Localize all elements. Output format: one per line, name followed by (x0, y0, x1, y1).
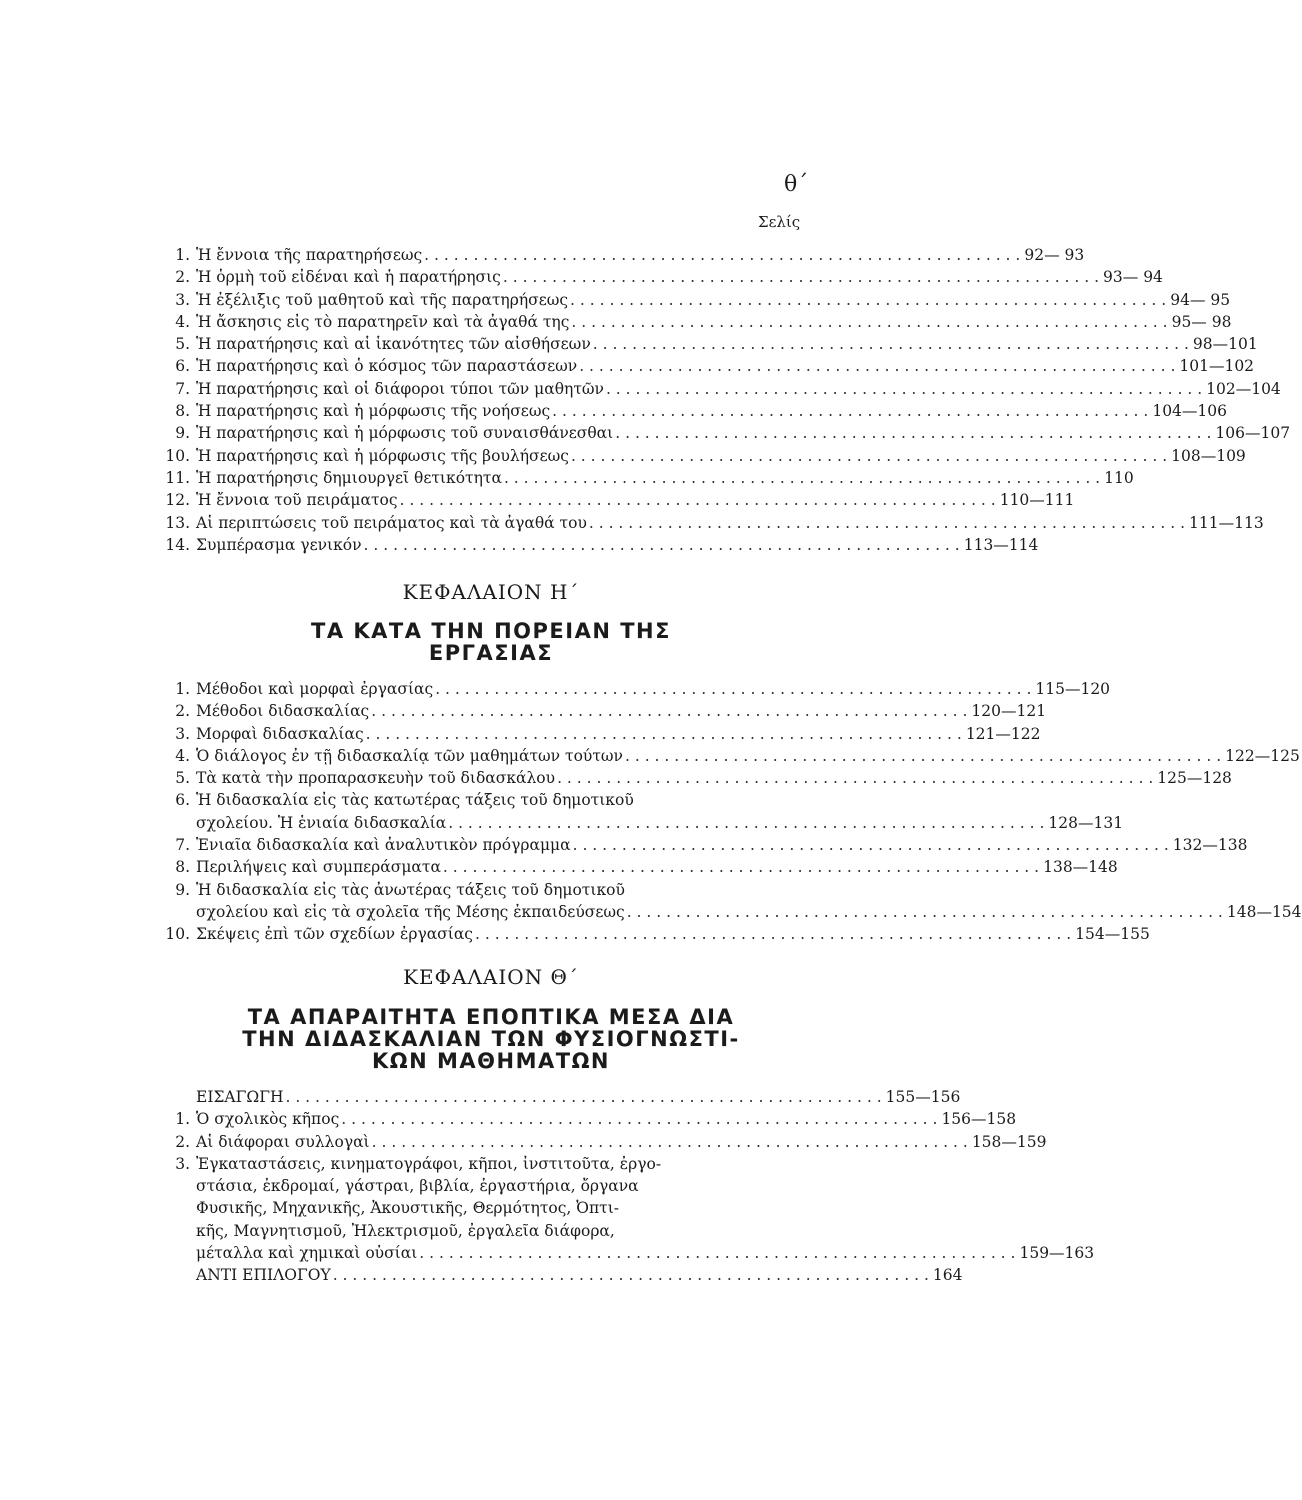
toc-entry-continuation (160, 1197, 820, 1219)
toc-leader-dots (364, 723, 964, 745)
chapter-h-label: ΚΕΦΑΛΑΙΟΝ Η΄ (402, 580, 580, 604)
toc-leader-dots (370, 1131, 970, 1153)
toc-entry-pages: 159—163 (1019, 1244, 1095, 1263)
toc-leader-dots (550, 400, 1150, 422)
toc-entry-pages: 120—121 (971, 702, 1047, 721)
toc-entry-pages: 102—104 (1206, 379, 1281, 398)
toc-entry (160, 700, 1047, 722)
toc-leader-dots (422, 244, 1022, 266)
toc-entry-number: 10. (165, 925, 190, 944)
toc-entry-number: 6. (175, 357, 190, 376)
toc-leader-dots (568, 289, 1168, 311)
toc-leader-dots (555, 767, 1155, 789)
toc-entry-pages: 125—128 (1157, 769, 1232, 788)
toc-entry (160, 467, 1134, 489)
toc-leader-dots (502, 467, 1102, 489)
page-column-label: Σελίς (758, 213, 801, 231)
toc-entry-pages: 108—109 (1171, 446, 1246, 465)
toc-entry (160, 400, 1227, 422)
toc-entry-pages: 128—131 (1048, 813, 1124, 832)
toc-entry-pages: 155—156 (885, 1088, 961, 1106)
toc-entry-pages: 158—159 (971, 1132, 1047, 1151)
toc-entry-number: 9. (175, 424, 190, 443)
toc-leader-dots (623, 745, 1223, 767)
toc-leader-dots (283, 1086, 883, 1108)
toc-leader-dots (339, 1108, 939, 1130)
toc-entry-pages: 111—113 (1189, 513, 1264, 532)
toc-entry-title: σχολείου. Ἡ ἑνιαία διδασκαλία (196, 813, 447, 832)
toc-leader-dots (569, 445, 1169, 467)
toc-entry (160, 1108, 1017, 1130)
toc-entry (160, 244, 1085, 266)
toc-entry-pages: 94— 95 (1170, 290, 1231, 309)
toc-entry (160, 445, 1246, 467)
toc-leader-dots (331, 1264, 931, 1286)
toc-entry-pages: 110 (1104, 468, 1134, 487)
toc-entry-pages: 101—102 (1179, 357, 1255, 376)
toc-entry-pages: 148—154 (1226, 902, 1302, 921)
toc-entry-title: Φυσικῆς, Μηχανικῆς, Ἀκουστικῆς, Θερμότητος, Ὀπτι- (196, 1199, 620, 1218)
toc-entry-title: Αἱ διάφοραι συλλογαὶ (196, 1132, 370, 1151)
toc-entry-pages: 104—106 (1152, 402, 1227, 421)
toc-entry-number: 4. (175, 746, 190, 765)
toc-entry (160, 422, 1291, 444)
toc-chapter-h (160, 678, 1302, 946)
toc-entry-number: 1. (175, 1110, 190, 1129)
toc-entry (160, 355, 1255, 377)
toc-entry-number: 3. (175, 724, 190, 743)
toc-entry-number: 2. (175, 702, 190, 721)
toc-entry (160, 1153, 820, 1175)
toc-entry-title: σχολείου καὶ εἰς τὰ σχολεῖα τῆς Μέσης ἐκπαιδεύσεως (196, 902, 625, 921)
toc-entry-number: 5. (175, 335, 190, 354)
chapter-h-title-line-2: ΕΡΓΑΣΙΑΣ (428, 641, 554, 665)
toc-entry-pages: 156—158 (941, 1110, 1017, 1129)
toc-entry-number: 2. (175, 1132, 190, 1151)
toc-entry-pages: 93— 94 (1103, 268, 1163, 287)
toc-leader-dots (446, 812, 1046, 834)
toc-entry-title: Αἱ περιπτώσεις τοῦ πειράματος καὶ τὰ ἀγαθά του (196, 513, 587, 532)
toc-leader-dots (587, 512, 1187, 534)
toc-entry-number: 3. (175, 1154, 190, 1173)
toc-entry-continuation (160, 901, 1302, 923)
toc-entry (160, 879, 820, 901)
toc-entry-continuation (160, 1175, 820, 1197)
toc-leader-dots (369, 700, 969, 722)
toc-entry-title: Ἐγκαταστάσεις, κινηματογράφοι, κῆποι, ἰνστιτοῦτα, ἐργο- (196, 1154, 662, 1173)
toc-entry (160, 678, 1111, 700)
toc-entry (160, 923, 1150, 945)
toc-entry-number: 1. (175, 680, 190, 698)
toc-entry-title: Ἡ παρατήρησις καὶ αἱ ἱκανότητες τῶν αἰσθήσεων (196, 335, 591, 354)
toc-entry (160, 767, 1232, 789)
toc-entry-pages: 106—107 (1215, 424, 1291, 443)
toc-entry-pages: 154—155 (1075, 925, 1150, 944)
chapter-th-title-line-3: ΚΩΝ ΜΑΘΗΜΑΤΩΝ (372, 1049, 610, 1073)
toc-entry-pages: 138—148 (1043, 858, 1118, 877)
toc-entry-title: Ἡ διδασκαλία εἰς τὰς ἀνωτέρας τάξεις τοῦ δημοτικοῦ (196, 880, 625, 899)
toc-entry-number: 7. (175, 379, 190, 398)
toc-leader-dots (441, 856, 1041, 878)
toc-entry-number: 8. (175, 858, 190, 877)
page-number: θ΄ (784, 172, 809, 197)
chapter-th-title (0, 1006, 982, 1072)
toc-entry (160, 289, 1231, 311)
toc-entry (160, 266, 1163, 288)
toc-leader-dots (417, 1242, 1017, 1264)
toc-entry (160, 789, 820, 811)
toc-entry-number: 9. (175, 880, 190, 899)
toc-leader-dots (591, 333, 1191, 355)
toc-entry-title: Σκέψεις ἐπὶ τῶν σχεδίων ἐργασίας (196, 925, 473, 944)
toc-entry-number: 5. (175, 769, 190, 788)
toc-entry (160, 1131, 1047, 1153)
toc-leader-dots (569, 311, 1169, 333)
toc-leader-dots (613, 422, 1213, 444)
chapter-h-title (0, 620, 982, 664)
toc-entry-pages: 110—111 (999, 491, 1075, 510)
toc-entry-introduction (160, 1086, 961, 1108)
toc-leader-dots (433, 678, 1033, 700)
toc-entry-title: Μορφαὶ διδασκαλίας (196, 724, 364, 743)
chapter-h-title-line-1: ΤΑ ΚΑΤΑ ΤΗΝ ΠΟΡΕΙΑΝ ΤΗΣ (311, 619, 671, 643)
toc-entry (160, 333, 1258, 355)
toc-entry-number: 12. (165, 491, 190, 510)
toc-chapter-th (160, 1086, 1095, 1287)
toc-leader-dots (577, 355, 1177, 377)
toc-entry-title: στάσια, ἐκδρομαί, γάστραι, βιβλία, ἐργαστήρια, ὄργανα (196, 1177, 639, 1196)
toc-entry (160, 512, 1264, 534)
toc-entry-title: Ἡ παρατήρησις καὶ ὁ κόσμος τῶν παραστάσεων (196, 357, 578, 376)
toc-entry-continuation (160, 1220, 820, 1242)
chapter-th-title-line-2: ΤΗΝ ΔΙΔΑΣΚΑΛΙΑΝ ΤΩΝ ΦΥΣΙΟΓΝΩΣΤΙ- (242, 1027, 740, 1051)
toc-entry-continuation (160, 1242, 1095, 1264)
toc-entry-number: 14. (165, 535, 190, 554)
toc-entry-title: Τὰ κατὰ τὴν προπαρασκευὴν τοῦ διδασκάλου (196, 769, 556, 788)
toc-entry-number: 13. (165, 513, 190, 532)
toc-entry (160, 489, 1075, 511)
toc-leader-dots (571, 834, 1171, 856)
toc-entry-title: Ἡ ἄσκησις εἰς τὸ παρατηρεῖν καὶ τὰ ἀγαθά της (196, 312, 570, 331)
toc-entry-title: ΑΝΤΙ ΕΠΙΛΟΓΟΥ (196, 1266, 331, 1285)
toc-leader-dots (625, 901, 1225, 923)
toc-entry-title: κῆς, Μαγνητισμοῦ, Ἠλεκτρισμοῦ, ἐργαλεῖα διάφορα, (196, 1221, 615, 1240)
toc-entry-title: Ἡ διδασκαλία εἰς τὰς κατωτέρας τάξεις τοῦ δημοτικοῦ (196, 791, 634, 810)
toc-entry-title: Ὁ σχολικὸς κῆπος (196, 1110, 340, 1129)
toc-entry-title: Μέθοδοι καὶ μορφαὶ ἐργασίας (196, 680, 434, 698)
toc-entry-title: Ἡ παρατήρησις καὶ ἡ μόρφωσις τῆς βουλήσεως (196, 446, 569, 465)
toc-entry-number: 10. (165, 446, 190, 465)
toc-entry-title: Ἡ ἔννοια τῆς παρατηρήσεως (196, 246, 423, 264)
toc-entry-number: 2. (175, 268, 190, 287)
toc-entry-title: Ὁ διάλογος ἐν τῇ διδασκαλίᾳ τῶν μαθημάτων τούτων (196, 746, 623, 765)
toc-entry-pages: 115—120 (1035, 680, 1111, 698)
chapter-th-title-line-1: ΤΑ ΑΠΑΡΑΙΤΗΤΑ ΕΠΟΠΤΙΚΑ ΜΕΣΑ ΔΙΑ (247, 1005, 735, 1029)
toc-entry-number: 3. (175, 290, 190, 309)
toc-entry-title: Συμπέρασμα γενικόν (196, 535, 362, 554)
toc-entry-title: Ἡ παρατήρησις καὶ οἱ διάφοροι τύποι τῶν μαθητῶν (196, 379, 604, 398)
toc-section-1 (160, 244, 1291, 556)
toc-entry-pages: 95— 98 (1171, 312, 1232, 331)
toc-entry-number: 11. (165, 468, 190, 487)
toc-entry-pages: 121—122 (965, 724, 1041, 743)
toc-entry-pages: 92— 93 (1024, 246, 1085, 264)
toc-entry-title: Ἡ παρατήρησις καὶ ἡ μόρφωσις τῆς νοήσεως (196, 402, 551, 421)
toc-entry (160, 834, 1248, 856)
chapter-th-label: ΚΕΦΑΛΑΙΟΝ Θ΄ (403, 965, 579, 989)
toc-entry (160, 311, 1232, 333)
toc-entry-number: 7. (175, 836, 190, 855)
toc-entry-title: Ἡ ἐξέλιξις τοῦ μαθητοῦ καὶ τῆς παρατηρήσεως (196, 290, 569, 309)
toc-entry-pages: 98—101 (1192, 335, 1258, 354)
toc-entry-title: Ἡ παρατήρησις δημιουργεῖ θετικότητα (196, 468, 502, 487)
toc-entry (160, 856, 1118, 878)
toc-entry-title: ΕΙΣΑΓΩΓΗ (196, 1088, 284, 1106)
toc-entry-title: Ἡ ὁρμὴ τοῦ εἰδέναι καὶ ἡ παρατήρησις (196, 268, 501, 287)
toc-entry-number: 6. (175, 791, 190, 810)
toc-entry-title: Μέθοδοι διδασκαλίας (196, 702, 370, 721)
toc-leader-dots (362, 534, 962, 556)
toc-entry-epilogue (160, 1264, 963, 1286)
toc-entry-title: Ἡ παρατήρησις καὶ ἡ μόρφωσις τοῦ συναισθάνεσθαι (196, 424, 614, 443)
toc-leader-dots (473, 923, 1073, 945)
toc-entry-continuation (160, 812, 1124, 834)
toc-entry-title: μέταλλα καὶ χημικαὶ οὐσίαι (196, 1244, 418, 1263)
toc-entry-pages: 132—138 (1172, 836, 1248, 855)
toc-entry-number: 8. (175, 402, 190, 421)
toc-entry-pages: 164 (932, 1266, 963, 1285)
toc-entry-number: 4. (175, 312, 190, 331)
toc-entry-pages: 113—114 (963, 535, 1039, 554)
toc-entry-title: Ἡ ἔννοια τοῦ πειράματος (196, 491, 398, 510)
toc-entry (160, 378, 1281, 400)
toc-leader-dots (501, 266, 1101, 288)
toc-entry (160, 534, 1039, 556)
toc-leader-dots (604, 378, 1204, 400)
toc-entry-pages: 122—125 (1225, 746, 1300, 765)
toc-entry (160, 745, 1300, 767)
toc-entry (160, 723, 1041, 745)
toc-entry-title: Περιλήψεις καὶ συμπεράσματα (196, 858, 441, 877)
toc-entry-number: 1. (175, 246, 190, 264)
toc-entry-title: Ἑνιαῖα διδασκαλία καὶ ἀναλυτικὸν πρόγραμμα (196, 836, 571, 855)
toc-leader-dots (398, 489, 998, 511)
